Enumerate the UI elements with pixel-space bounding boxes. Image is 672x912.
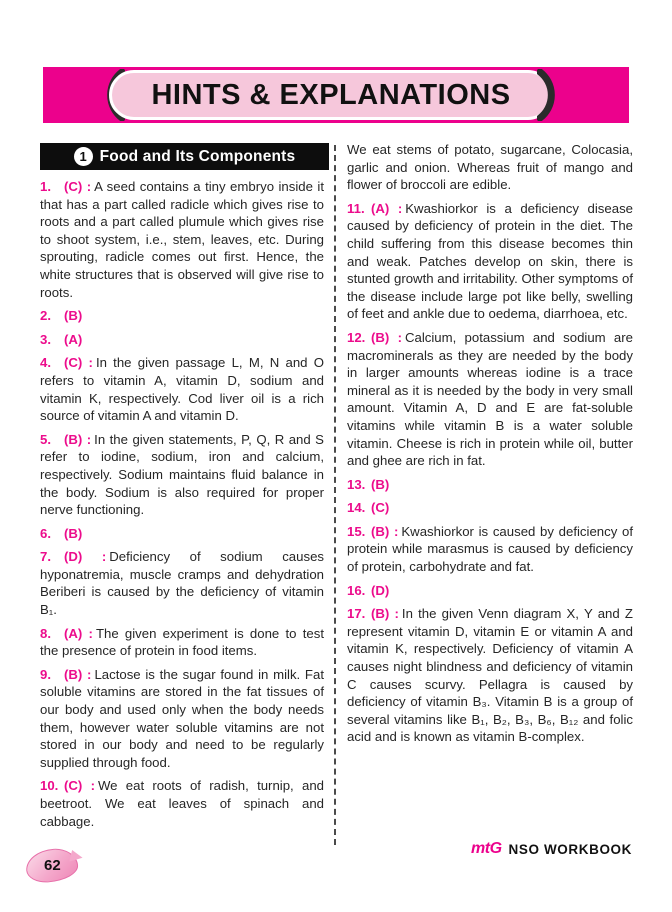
answer-option: (A) :: [371, 200, 403, 216]
answer-1: [40, 178, 324, 301]
answer-option: (B) :: [64, 431, 92, 447]
answer-16: [347, 582, 633, 600]
answer-option: (C) :: [64, 355, 93, 371]
hints-banner: [43, 67, 629, 123]
page-number: 62: [43, 857, 61, 874]
page-title: HINTS & EXPLANATIONS: [151, 78, 511, 111]
answer-text: In the given statements, P, Q, R and S refer to iodine, sodium, iron and calcium, respectively. Sodium maintains fluid balance in the body. Sodium is also required for proper nerve functioning.: [40, 431, 324, 518]
answer-8: [40, 625, 324, 660]
answer-option: (D) :: [64, 549, 107, 565]
answer-14: [347, 499, 633, 517]
chapter-header: [40, 143, 329, 170]
answer-option: (B) :: [64, 666, 92, 682]
answer-5: [40, 431, 324, 519]
answer-text: Deficiency of sodium causes hyponatremia, muscle cramps and dehydration Beriberi is caused by the deficiency of vitamin B₁.: [40, 549, 324, 618]
answer-option: (B) :: [371, 606, 399, 622]
answer-number: 8.: [40, 625, 51, 641]
answer-9: [40, 666, 324, 772]
answer-7: [40, 548, 324, 618]
answer-text: In the given Venn diagram X, Y and Z represent vitamin D, vitamin E or vitamin A and vitamin K, respectively. Deficiency of vitamin A causes night blindness and deficiency of vitamin C causes scurvy. Pellagra is caused by deficiency of vitamin B₃. Vitamin B is a group of several vitamins like B₁, B₂, B₃, B₆, B₁₂ and folic acid and is known as vitamin B-complex.: [347, 606, 633, 745]
answer-10-continuation: [347, 141, 633, 194]
right-column: [347, 141, 633, 752]
answer-6: [40, 525, 324, 543]
answer-13: [347, 476, 633, 494]
answer-option: (B) :: [371, 329, 402, 345]
answer-option: (A) :: [64, 625, 93, 641]
answer-option: (B): [64, 308, 83, 324]
answer-option: (A): [64, 331, 83, 347]
answer-number: 4.: [40, 355, 51, 371]
answer-number: 3.: [40, 331, 51, 347]
answer-option: (C) :: [64, 179, 92, 194]
column-divider: [334, 145, 336, 845]
banner-pill: [109, 70, 553, 120]
answer-text: In the given passage L, M, N and O refers to vitamin A, vitamin D, sodium and vitamin K, respectively. Cod liver oil is a rich source of vitamin A and vitamin D.: [40, 355, 324, 424]
chapter-number-badge: 1: [74, 147, 93, 166]
answer-text: Lactose is the sugar found in milk. Fat soluble vitamins are stored in the fat tissues of our body and used only when the body needs them, however water soluble vitamins are not stored in our body and need to be regularly supplied through food.: [40, 666, 324, 770]
answer-11: [347, 200, 633, 323]
answer-option: (B): [64, 525, 83, 541]
answer-2: [40, 307, 324, 325]
answer-15: [347, 523, 633, 576]
left-column: [40, 178, 324, 836]
answer-text: We eat stems of potato, sugarcane, Colocasia, garlic and onion. Whereas fruit of mango and flower of broccoli are edible.: [347, 142, 633, 193]
answer-number: 13.: [347, 476, 366, 492]
answer-3: [40, 331, 324, 349]
answer-number: 14.: [347, 500, 366, 516]
answer-text: We eat roots of radish, turnip, and beetroot. We eat leaves of spinach and cabbage.: [40, 778, 324, 829]
answer-4: [40, 354, 324, 424]
answer-number: 12.: [347, 329, 366, 345]
answer-number: 2.: [40, 308, 51, 324]
right-crescent-icon: [537, 69, 567, 126]
answer-text: Kwashiorkor is caused by deficiency of protein while marasmus is caused by deficiency of protein, carbohydrate and fat.: [347, 523, 633, 575]
answer-text: A seed contains a tiny embryo inside it that has a part called radicle which gives rise to roots and a part called plumule which gives rise to shoot system, i.e., stem, leaves, etc. During sprouting, radicle comes out first. Hence, the white structures that is observed will give rise to roots.: [40, 179, 324, 300]
answer-text: Calcium, potassium and sodium are macrominerals as they are needed by the body in larger amounts whereas iodine is a trace mineral as it is needed by the body in very small amount. Vitamin A, D and E are fat-soluble vitamins while vitamin B is a water soluble vitamin. Cheese is rich in protein while oil, butter and ghee are rich in fat.: [347, 329, 633, 469]
answer-number: 17.: [347, 606, 366, 622]
answer-number: 7.: [40, 549, 51, 565]
answer-text: The given experiment is done to test the presence of protein in food items.: [40, 625, 324, 659]
answer-option: (D): [371, 582, 390, 598]
chapter-title: Food and Its Components: [99, 147, 296, 165]
answer-text: Kwashiorkor is a deficiency disease caused by deficiency of protein in the diet. The child suffering from this disease becomes thin and weak. Patches develop on skin, there is stunted growth and irritability. Other symptoms of the disease include large pot like belly, swelling of feet and ankle due to oedema, diarrhoea, etc.: [347, 200, 633, 322]
answer-option: (C): [371, 500, 390, 516]
answer-number: 10.: [40, 778, 59, 794]
answer-17: [347, 605, 633, 746]
mtg-logo: mtG: [471, 840, 502, 857]
answer-number: 1.: [40, 179, 51, 194]
answer-number: 5.: [40, 431, 51, 447]
answer-number: 9.: [40, 666, 51, 682]
answer-number: 6.: [40, 525, 51, 541]
answer-12: [347, 329, 633, 470]
answer-option: (B): [371, 476, 390, 492]
answer-number: 11.: [347, 200, 365, 216]
answer-number: 15.: [347, 523, 366, 539]
answer-option: (B) :: [371, 523, 399, 539]
answer-10: [40, 777, 324, 830]
answer-option: (C) :: [64, 778, 95, 794]
answer-number: 16.: [347, 582, 366, 598]
page-number-badge: [25, 847, 79, 884]
workbook-brand-text: NSO WORKBOOK: [508, 841, 632, 857]
footer-brand: [471, 840, 632, 858]
